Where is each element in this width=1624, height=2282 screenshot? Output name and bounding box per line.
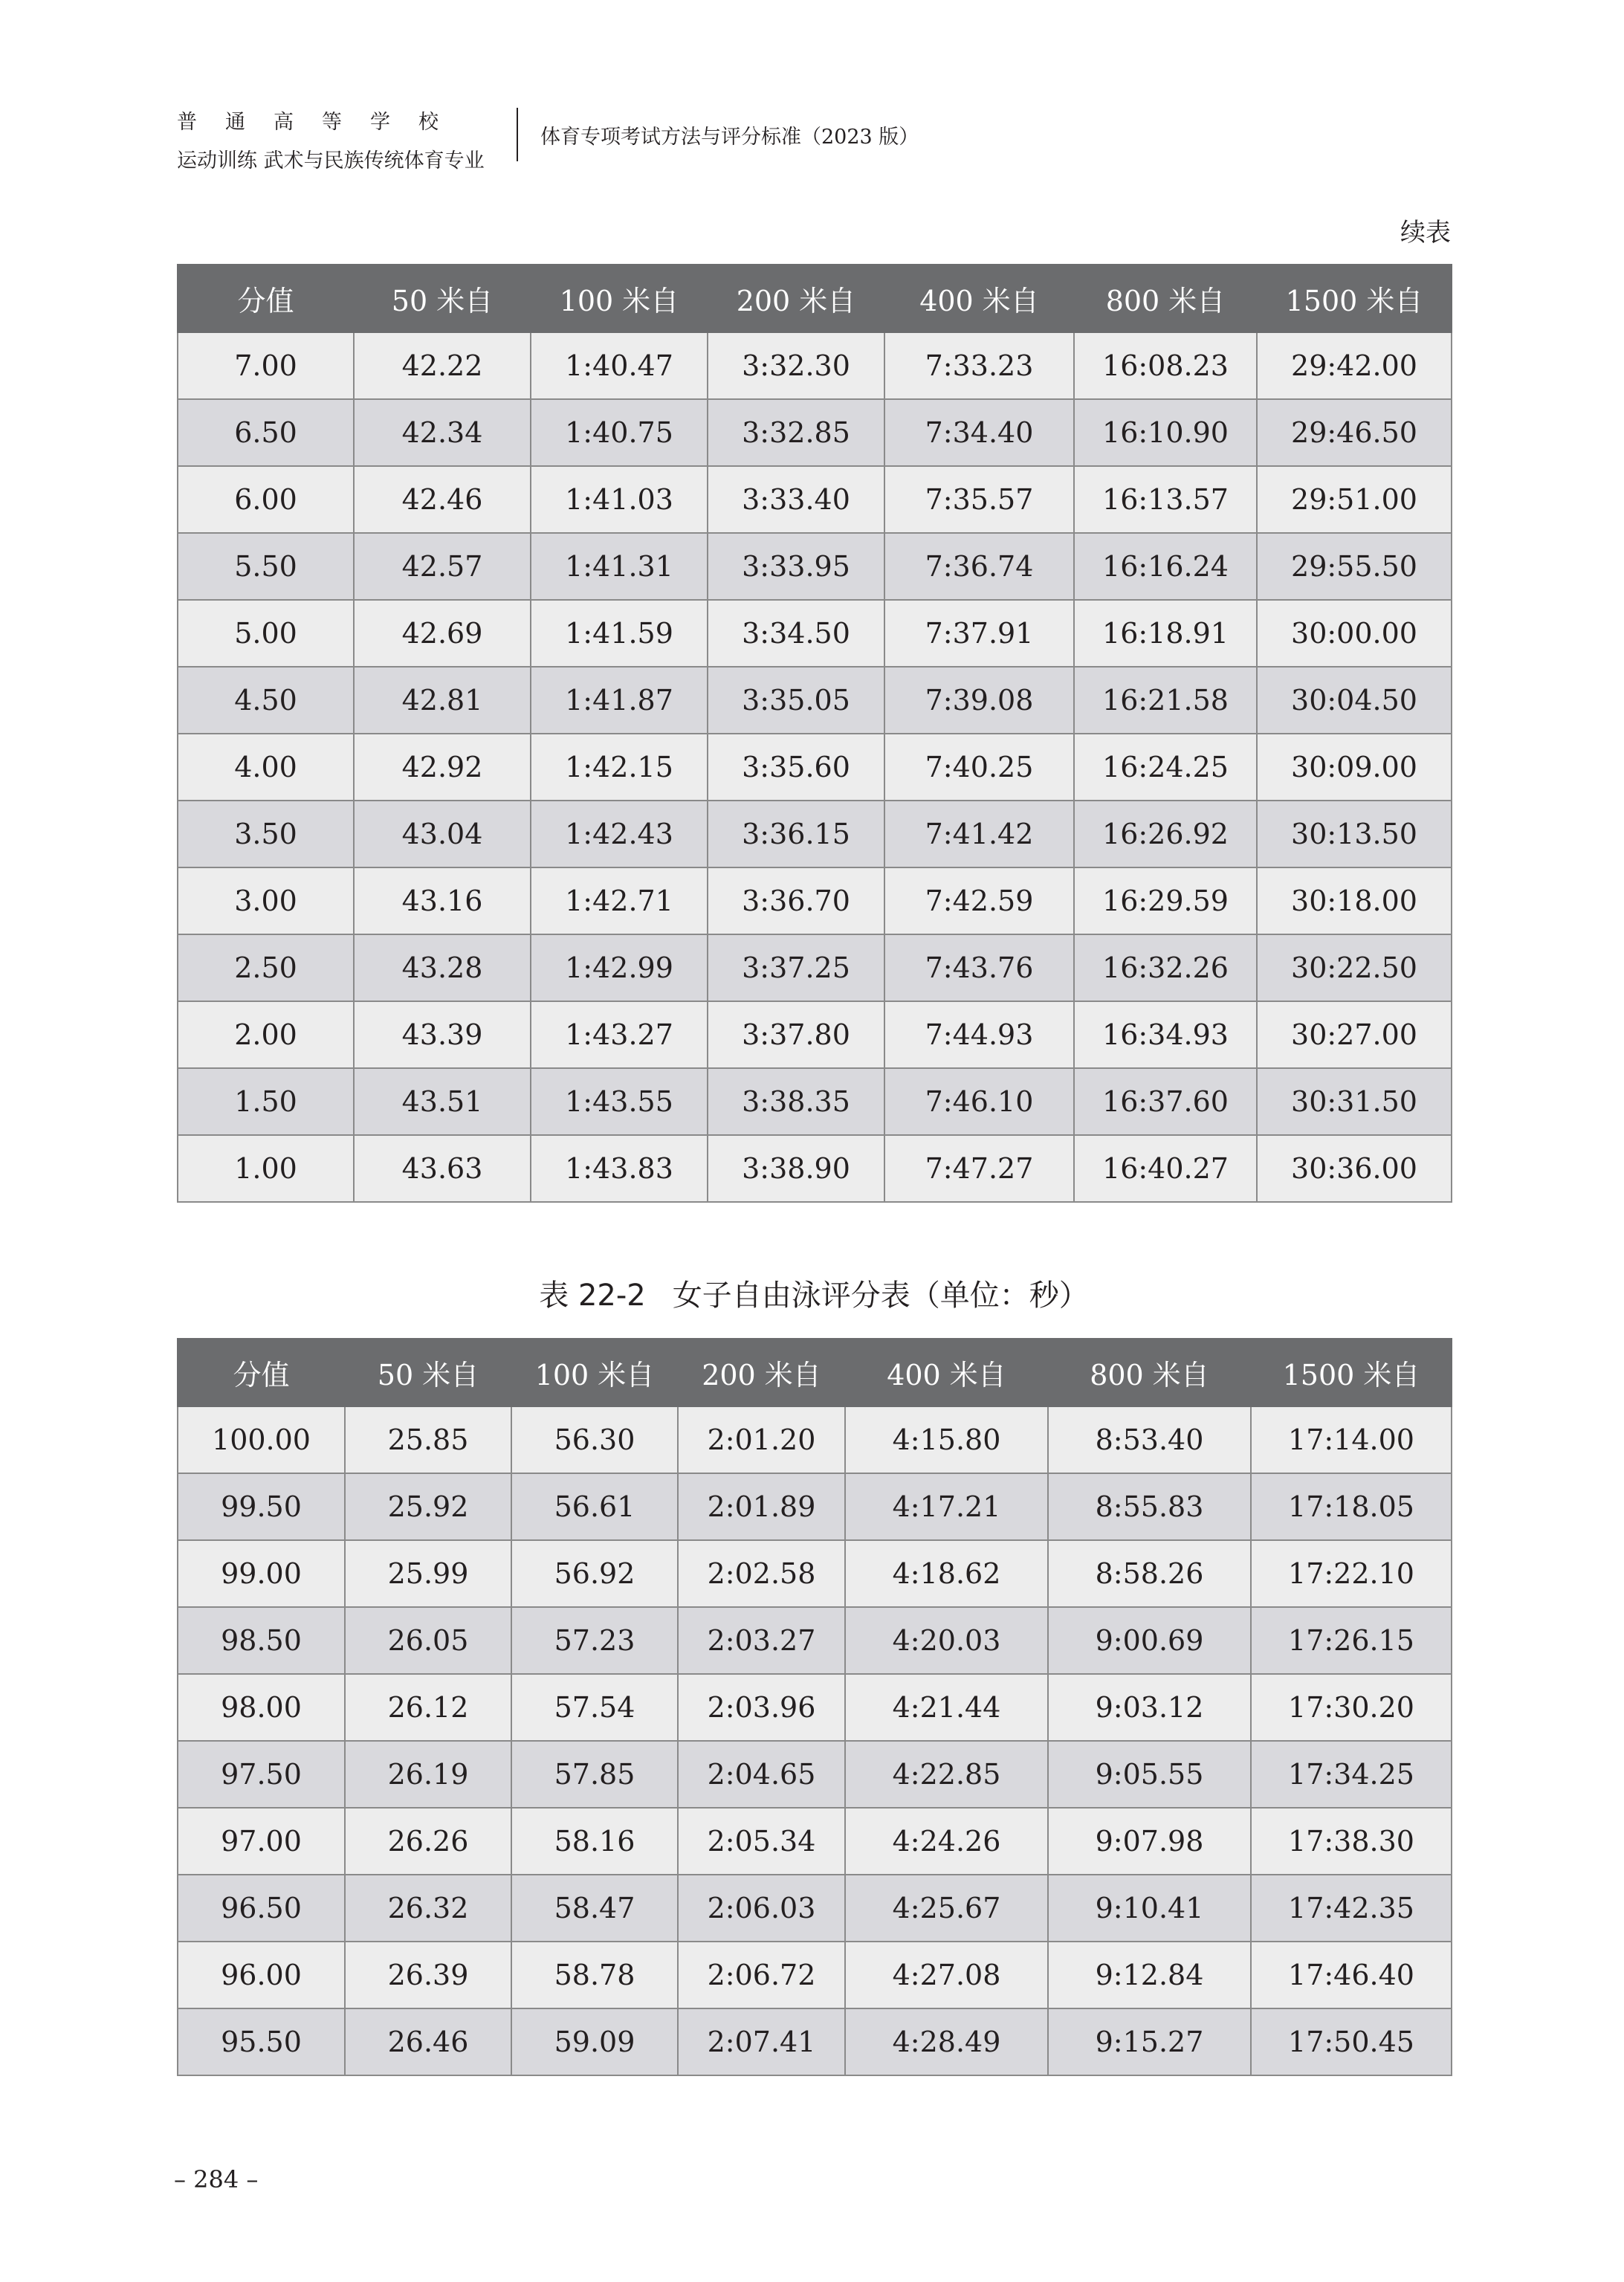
time-cell: 58.78 <box>511 1942 678 2008</box>
time-cell: 2:01.89 <box>678 1473 845 1540</box>
score-cell: 2.50 <box>178 934 354 1001</box>
time-cell: 43.39 <box>354 1001 531 1068</box>
table-row <box>178 1607 1452 1674</box>
score-cell: 1.50 <box>178 1068 354 1135</box>
table-row <box>178 1068 1452 1135</box>
time-cell: 17:26.15 <box>1251 1607 1452 1674</box>
time-cell: 7:36.74 <box>884 533 1074 600</box>
book-title: 体育专项考试方法与评分标准（2023 版） <box>540 126 919 149</box>
table-row <box>178 1540 1452 1607</box>
score-cell: 7.00 <box>178 332 354 399</box>
time-cell: 7:47.27 <box>884 1135 1074 1202</box>
column-header: 100 米自 <box>511 1339 678 1406</box>
column-header: 1500 米自 <box>1257 265 1452 332</box>
table-row <box>178 1001 1452 1068</box>
time-cell: 9:07.98 <box>1048 1808 1251 1875</box>
table-row <box>178 1473 1452 1540</box>
time-cell: 30:27.00 <box>1257 1001 1452 1068</box>
time-cell: 7:34.40 <box>884 399 1074 466</box>
time-cell: 43.04 <box>354 801 531 867</box>
column-header: 50 米自 <box>354 265 531 332</box>
time-cell: 16:29.59 <box>1074 867 1257 934</box>
score-cell: 6.50 <box>178 399 354 466</box>
table-row <box>178 1942 1452 2008</box>
time-cell: 25.85 <box>345 1406 511 1473</box>
time-cell: 9:12.84 <box>1048 1942 1251 2008</box>
time-cell: 3:33.95 <box>708 533 884 600</box>
time-cell: 17:46.40 <box>1251 1942 1452 2008</box>
time-cell: 17:34.25 <box>1251 1741 1452 1808</box>
time-cell: 1:41.59 <box>531 600 708 667</box>
time-cell: 1:41.31 <box>531 533 708 600</box>
time-cell: 16:34.93 <box>1074 1001 1257 1068</box>
table-row <box>178 934 1452 1001</box>
time-cell: 8:53.40 <box>1048 1406 1251 1473</box>
time-cell: 16:13.57 <box>1074 466 1257 533</box>
header-divider <box>517 108 518 161</box>
time-cell: 9:05.55 <box>1048 1741 1251 1808</box>
table-continued <box>177 264 1452 1203</box>
score-cell: 5.50 <box>178 533 354 600</box>
time-cell: 7:37.91 <box>884 600 1074 667</box>
running-header-series <box>177 108 485 176</box>
table-row <box>178 466 1452 533</box>
time-cell: 17:18.05 <box>1251 1473 1452 1540</box>
time-cell: 1:43.83 <box>531 1135 708 1202</box>
column-header: 50 米自 <box>345 1339 511 1406</box>
time-cell: 8:55.83 <box>1048 1473 1251 1540</box>
time-cell: 9:03.12 <box>1048 1674 1251 1741</box>
column-header: 400 米自 <box>845 1339 1048 1406</box>
score-cell: 99.00 <box>178 1540 345 1607</box>
time-cell: 25.99 <box>345 1540 511 1607</box>
column-header: 分值 <box>178 1339 345 1406</box>
time-cell: 58.47 <box>511 1875 678 1942</box>
table-row <box>178 2008 1452 2075</box>
time-cell: 26.12 <box>345 1674 511 1741</box>
time-cell: 7:44.93 <box>884 1001 1074 1068</box>
time-cell: 1:40.75 <box>531 399 708 466</box>
column-header: 200 米自 <box>708 265 884 332</box>
time-cell: 57.54 <box>511 1674 678 1741</box>
column-header: 分值 <box>178 265 354 332</box>
time-cell: 57.85 <box>511 1741 678 1808</box>
time-cell: 29:51.00 <box>1257 466 1452 533</box>
time-cell: 30:00.00 <box>1257 600 1452 667</box>
time-cell: 26.19 <box>345 1741 511 1808</box>
score-cell: 96.50 <box>178 1875 345 1942</box>
time-cell: 3:37.80 <box>708 1001 884 1068</box>
time-cell: 17:14.00 <box>1251 1406 1452 1473</box>
score-cell: 100.00 <box>178 1406 345 1473</box>
score-cell: 5.00 <box>178 600 354 667</box>
table-row <box>178 600 1452 667</box>
table-row <box>178 1808 1452 1875</box>
time-cell: 1:40.47 <box>531 332 708 399</box>
time-cell: 4:17.21 <box>845 1473 1048 1540</box>
column-header: 100 米自 <box>531 265 708 332</box>
time-cell: 3:37.25 <box>708 934 884 1001</box>
series-title: 普通高等学校 <box>177 111 467 134</box>
time-cell: 1:42.43 <box>531 801 708 867</box>
time-cell: 2:06.72 <box>678 1942 845 2008</box>
time-cell: 3:35.05 <box>708 667 884 734</box>
time-cell: 7:39.08 <box>884 667 1074 734</box>
time-cell: 29:42.00 <box>1257 332 1452 399</box>
time-cell: 1:42.15 <box>531 734 708 801</box>
time-cell: 43.51 <box>354 1068 531 1135</box>
time-cell: 26.32 <box>345 1875 511 1942</box>
table-row <box>178 1741 1452 1808</box>
time-cell: 42.34 <box>354 399 531 466</box>
time-cell: 43.16 <box>354 867 531 934</box>
time-cell: 3:38.90 <box>708 1135 884 1202</box>
time-cell: 7:33.23 <box>884 332 1074 399</box>
table-womens-freestyle <box>177 1338 1452 2076</box>
time-cell: 1:43.27 <box>531 1001 708 1068</box>
time-cell: 2:07.41 <box>678 2008 845 2075</box>
time-cell: 4:28.49 <box>845 2008 1048 2075</box>
table-number: 表 22-2 <box>539 1279 646 1313</box>
time-cell: 8:58.26 <box>1048 1540 1251 1607</box>
time-cell: 30:13.50 <box>1257 801 1452 867</box>
time-cell: 4:25.67 <box>845 1875 1048 1942</box>
time-cell: 58.16 <box>511 1808 678 1875</box>
table-row <box>178 1875 1452 1942</box>
time-cell: 42.57 <box>354 533 531 600</box>
time-cell: 7:35.57 <box>884 466 1074 533</box>
time-cell: 26.39 <box>345 1942 511 2008</box>
time-cell: 7:46.10 <box>884 1068 1074 1135</box>
table-row <box>178 801 1452 867</box>
time-cell: 43.28 <box>354 934 531 1001</box>
time-cell: 17:50.45 <box>1251 2008 1452 2075</box>
time-cell: 30:04.50 <box>1257 667 1452 734</box>
time-cell: 26.05 <box>345 1607 511 1674</box>
time-cell: 3:36.70 <box>708 867 884 934</box>
score-cell: 97.50 <box>178 1741 345 1808</box>
table-row <box>178 399 1452 466</box>
time-cell: 9:00.69 <box>1048 1607 1251 1674</box>
time-cell: 16:26.92 <box>1074 801 1257 867</box>
time-cell: 3:38.35 <box>708 1068 884 1135</box>
column-header: 800 米自 <box>1074 265 1257 332</box>
table-row <box>178 1674 1452 1741</box>
time-cell: 1:41.87 <box>531 667 708 734</box>
time-cell: 42.69 <box>354 600 531 667</box>
table-row <box>178 667 1452 734</box>
score-cell: 98.50 <box>178 1607 345 1674</box>
time-cell: 1:43.55 <box>531 1068 708 1135</box>
time-cell: 16:32.26 <box>1074 934 1257 1001</box>
table-row <box>178 734 1452 801</box>
time-cell: 3:36.15 <box>708 801 884 867</box>
score-cell: 98.00 <box>178 1674 345 1741</box>
time-cell: 17:42.35 <box>1251 1875 1452 1942</box>
score-cell: 95.50 <box>178 2008 345 2075</box>
time-cell: 4:18.62 <box>845 1540 1048 1607</box>
time-cell: 26.26 <box>345 1808 511 1875</box>
time-cell: 2:06.03 <box>678 1875 845 1942</box>
time-cell: 30:36.00 <box>1257 1135 1452 1202</box>
time-cell: 16:37.60 <box>1074 1068 1257 1135</box>
time-cell: 9:10.41 <box>1048 1875 1251 1942</box>
time-cell: 30:09.00 <box>1257 734 1452 801</box>
time-cell: 1:42.71 <box>531 867 708 934</box>
time-cell: 57.23 <box>511 1607 678 1674</box>
time-cell: 4:24.26 <box>845 1808 1048 1875</box>
time-cell: 3:35.60 <box>708 734 884 801</box>
time-cell: 16:16.24 <box>1074 533 1257 600</box>
table-row <box>178 332 1452 399</box>
time-cell: 2:02.58 <box>678 1540 845 1607</box>
time-cell: 42.81 <box>354 667 531 734</box>
time-cell: 56.61 <box>511 1473 678 1540</box>
score-cell: 1.00 <box>178 1135 354 1202</box>
table-row <box>178 867 1452 934</box>
time-cell: 30:22.50 <box>1257 934 1452 1001</box>
time-cell: 4:22.85 <box>845 1741 1048 1808</box>
time-cell: 2:04.65 <box>678 1741 845 1808</box>
column-header: 400 米自 <box>884 265 1074 332</box>
column-header: 200 米自 <box>678 1339 845 1406</box>
time-cell: 29:46.50 <box>1257 399 1452 466</box>
time-cell: 7:41.42 <box>884 801 1074 867</box>
time-cell: 3:32.30 <box>708 332 884 399</box>
table-row <box>178 1135 1452 1202</box>
table-row <box>178 533 1452 600</box>
time-cell: 30:18.00 <box>1257 867 1452 934</box>
score-cell: 97.00 <box>178 1808 345 1875</box>
time-cell: 16:24.25 <box>1074 734 1257 801</box>
time-cell: 30:31.50 <box>1257 1068 1452 1135</box>
score-cell: 2.00 <box>178 1001 354 1068</box>
time-cell: 7:42.59 <box>884 867 1074 934</box>
score-cell: 6.00 <box>178 466 354 533</box>
time-cell: 4:20.03 <box>845 1607 1048 1674</box>
time-cell: 3:32.85 <box>708 399 884 466</box>
table-body <box>178 1406 1452 2075</box>
time-cell: 17:38.30 <box>1251 1808 1452 1875</box>
time-cell: 42.46 <box>354 466 531 533</box>
time-cell: 1:42.99 <box>531 934 708 1001</box>
time-cell: 59.09 <box>511 2008 678 2075</box>
time-cell: 56.92 <box>511 1540 678 1607</box>
table-row <box>178 1406 1452 1473</box>
score-cell: 4.50 <box>178 667 354 734</box>
time-cell: 2:01.20 <box>678 1406 845 1473</box>
table-header-row <box>178 1339 1452 1406</box>
time-cell: 17:30.20 <box>1251 1674 1452 1741</box>
table-body <box>178 332 1452 1202</box>
time-cell: 16:08.23 <box>1074 332 1257 399</box>
continued-label: 续表 <box>1400 218 1451 248</box>
time-cell: 4:21.44 <box>845 1674 1048 1741</box>
time-cell: 4:15.80 <box>845 1406 1048 1473</box>
time-cell: 7:40.25 <box>884 734 1074 801</box>
time-cell: 9:15.27 <box>1048 2008 1251 2075</box>
time-cell: 25.92 <box>345 1473 511 1540</box>
time-cell: 29:55.50 <box>1257 533 1452 600</box>
time-cell: 7:43.76 <box>884 934 1074 1001</box>
series-subtitle: 运动训练 武术与民族传统体育专业 <box>177 149 485 172</box>
time-cell: 16:40.27 <box>1074 1135 1257 1202</box>
time-cell: 16:21.58 <box>1074 667 1257 734</box>
column-header: 800 米自 <box>1048 1339 1251 1406</box>
score-cell: 99.50 <box>178 1473 345 1540</box>
page-number: – 284 – <box>174 2165 259 2194</box>
time-cell: 3:33.40 <box>708 466 884 533</box>
time-cell: 26.46 <box>345 2008 511 2075</box>
score-cell: 4.00 <box>178 734 354 801</box>
time-cell: 56.30 <box>511 1406 678 1473</box>
time-cell: 4:27.08 <box>845 1942 1048 2008</box>
time-cell: 42.22 <box>354 332 531 399</box>
time-cell: 3:34.50 <box>708 600 884 667</box>
time-cell: 17:22.10 <box>1251 1540 1452 1607</box>
score-cell: 3.00 <box>178 867 354 934</box>
time-cell: 43.63 <box>354 1135 531 1202</box>
time-cell: 16:10.90 <box>1074 399 1257 466</box>
score-cell: 3.50 <box>178 801 354 867</box>
time-cell: 16:18.91 <box>1074 600 1257 667</box>
time-cell: 1:41.03 <box>531 466 708 533</box>
column-header: 1500 米自 <box>1251 1339 1452 1406</box>
table-title: 女子自由泳评分表（单位：秒） <box>672 1279 1089 1313</box>
table-caption <box>177 1275 1451 1316</box>
table-header-row <box>178 265 1452 332</box>
time-cell: 42.92 <box>354 734 531 801</box>
time-cell: 2:03.27 <box>678 1607 845 1674</box>
time-cell: 2:03.96 <box>678 1674 845 1741</box>
time-cell: 2:05.34 <box>678 1808 845 1875</box>
score-cell: 96.00 <box>178 1942 345 2008</box>
